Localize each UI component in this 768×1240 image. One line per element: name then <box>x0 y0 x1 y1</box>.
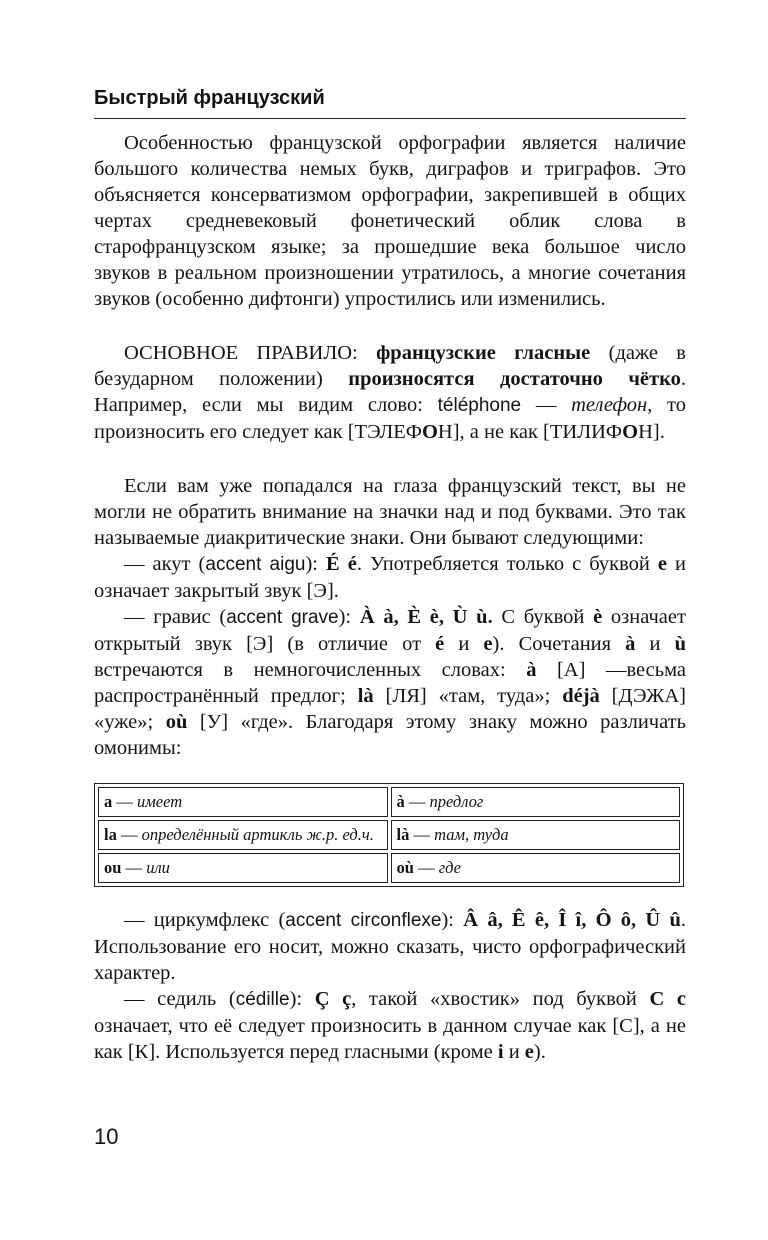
table-row <box>98 820 680 850</box>
table-cell: à — предлог <box>391 787 681 817</box>
page-number: 10 <box>94 1124 119 1149</box>
table-cell: la — определённый артикль ж.р. ед.ч. <box>98 820 388 850</box>
running-header: Быстрый французский <box>94 87 325 109</box>
table-cell: a — имеет <box>98 787 388 817</box>
paragraph-orthography: Особенностью французской орфографии является наличие большого количества немых букв, диграфов и триграфов. Это объясняется консерватизмом орфографии, закрепившей в общих чертах средневековый фонетический облик слова в старофранцузском языке; за прошедшие века большое число звуков в реальном произношении утратилось, а многие сочетания звуков (особенно дифтонги) упростились или изменились. <box>94 132 686 310</box>
table-row <box>98 853 680 883</box>
header-rule <box>94 118 686 119</box>
table-row <box>98 787 680 817</box>
paragraph-diacritics-intro: Если вам уже попадался на глаза французский текст, вы не могли не обратить внимание на значки над и под буквами. Это так называемые диакритические знаки. Они бывают следующими: <box>94 475 686 549</box>
item-accent-grave: — гравис (accent grave): À à, È è, Ù ù. С буквой è означает открытый звук [Э] (в отличие от é и e). Сочетания à и ù встречаются в немногочисленных словах: à [А] —весьма распространённый предлог; là [ЛЯ] «там, туда»; déjà [ДЭЖА] «уже»; où [У] «где». Благодаря этому знаку можно различать омонимы: <box>94 606 687 759</box>
item-accent-circonflexe: — циркумфлекс (accent circonflexe): Â â, Ê ê, Î î, Ô ô, Û û. Использование его носит, можно сказать, чисто орфографический характер. <box>94 909 686 984</box>
item-cedille: — седиль (cédille): Ç ç, такой «хвостик» под буквой C c означает, что её следует произносить в данном случае как [С], а не как [К]. Используется перед гласными (кроме i и e). <box>94 988 687 1063</box>
table-cell: ou — или <box>98 853 388 883</box>
homonyms-table <box>94 783 684 887</box>
table-cell: où — где <box>391 853 681 883</box>
page-body <box>94 130 686 1065</box>
item-accent-aigu: — акут (accent aigu): É é. Употребляется только с буквой e и означает закрытый звук [Э]. <box>94 553 686 602</box>
table-cell: là — там, туда <box>391 820 681 850</box>
paragraph-main-rule: ОСНОВНОЕ ПРАВИЛО: французские гласные (даже в безударном положении) произносятся достаточно чётко. Например, если мы видим слово: téléphone — телефон, то произносить его следует как [ТЭЛЕФОН], а не как [ТИЛИФОН]. <box>94 342 686 443</box>
